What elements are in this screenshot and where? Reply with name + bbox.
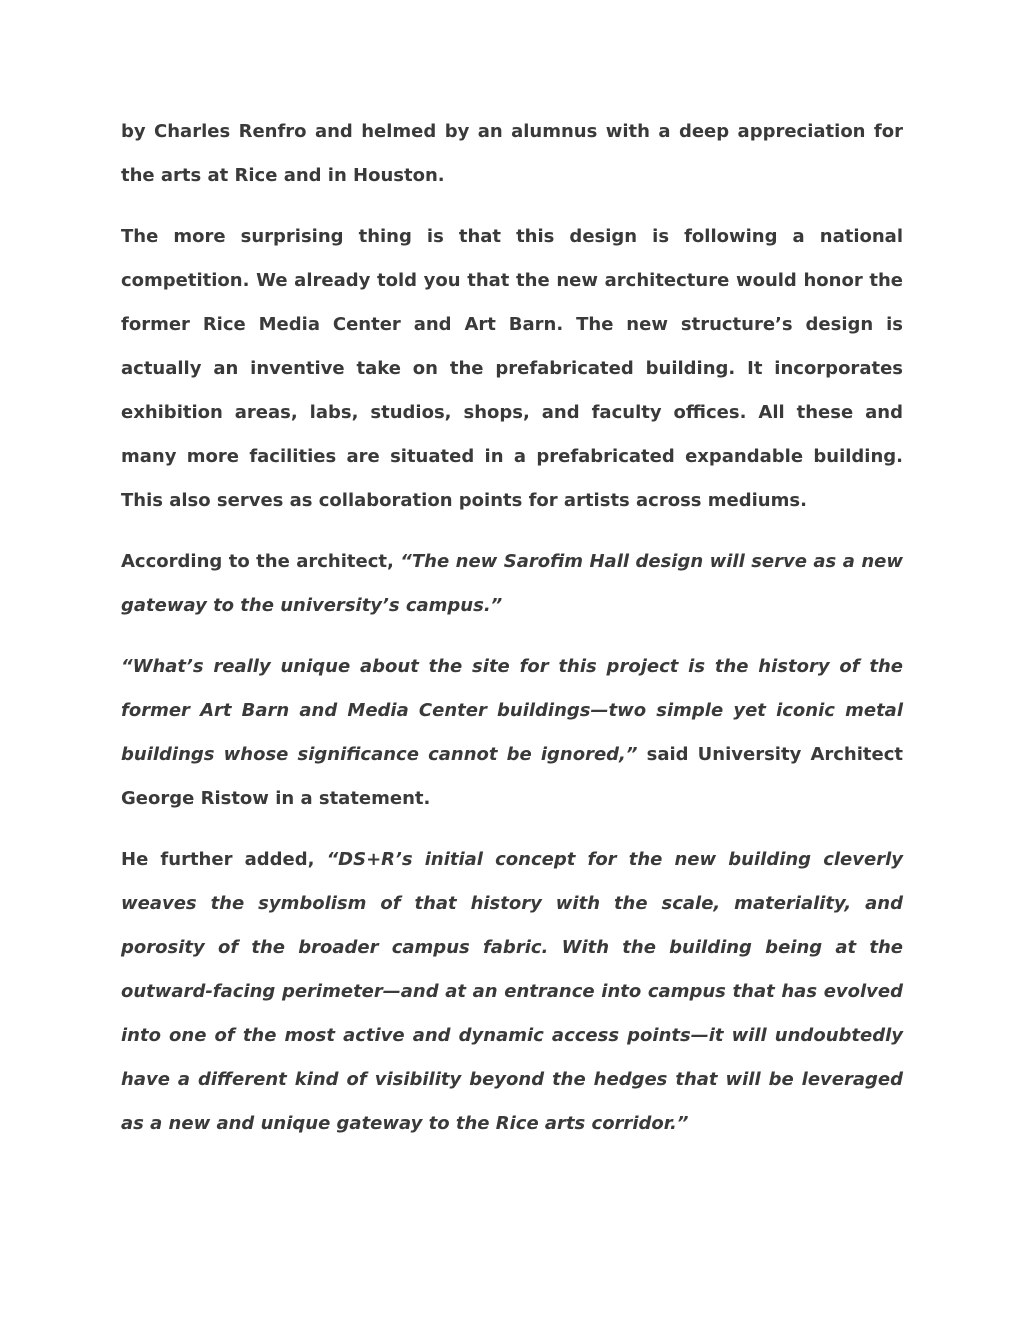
paragraph-4-quote: “What’s really unique about the site for this project is the history of the former Art Barn and Media Center buildings—two simple yet iconic metal buildings whose significance cannot be ignored,” bbox=[121, 656, 903, 765]
paragraph-2-text: The more surprising thing is that this design is following a national competition. We already told you that the new architecture would honor the former Rice Media Center and Art Barn. The new structure’s design is actually an inventive take on the prefabricated building. It incorporates exhibition areas, labs, studios, shops, and faculty offices. All these and many more facilities are situated in a prefabricated expandable building. This also serves as collaboration points for artists across mediums. bbox=[121, 226, 903, 511]
paragraph-4 bbox=[121, 645, 903, 821]
paragraph-1 bbox=[121, 110, 903, 198]
paragraph-5-intro: He further added, bbox=[121, 849, 327, 870]
paragraph-1-text: by Charles Renfro and helmed by an alumnus with a deep appreciation for the arts at Rice and in Houston. bbox=[121, 121, 903, 186]
paragraph-3-quote: “The new Sarofim Hall design will serve as a new gateway to the university’s campus.” bbox=[121, 551, 903, 616]
paragraph-4-attribution: said University Architect George Ristow in a statement. bbox=[121, 744, 903, 809]
paragraph-3-intro: According to the architect, bbox=[121, 551, 401, 572]
paragraph-5-quote: “DS+R’s initial concept for the new building cleverly weaves the symbolism of that history with the scale, materiality, and porosity of the broader campus fabric. With the building being at the outward-facing perimeter—and at an entrance into campus that has evolved into one of the most active and dynamic access points—it will undoubtedly have a different kind of visibility beyond the hedges that will be leveraged as a new and unique gateway to the Rice arts corridor.” bbox=[121, 849, 903, 1134]
paragraph-2 bbox=[121, 215, 903, 523]
document-page bbox=[121, 110, 903, 1163]
paragraph-3 bbox=[121, 540, 903, 628]
paragraph-5 bbox=[121, 838, 903, 1146]
